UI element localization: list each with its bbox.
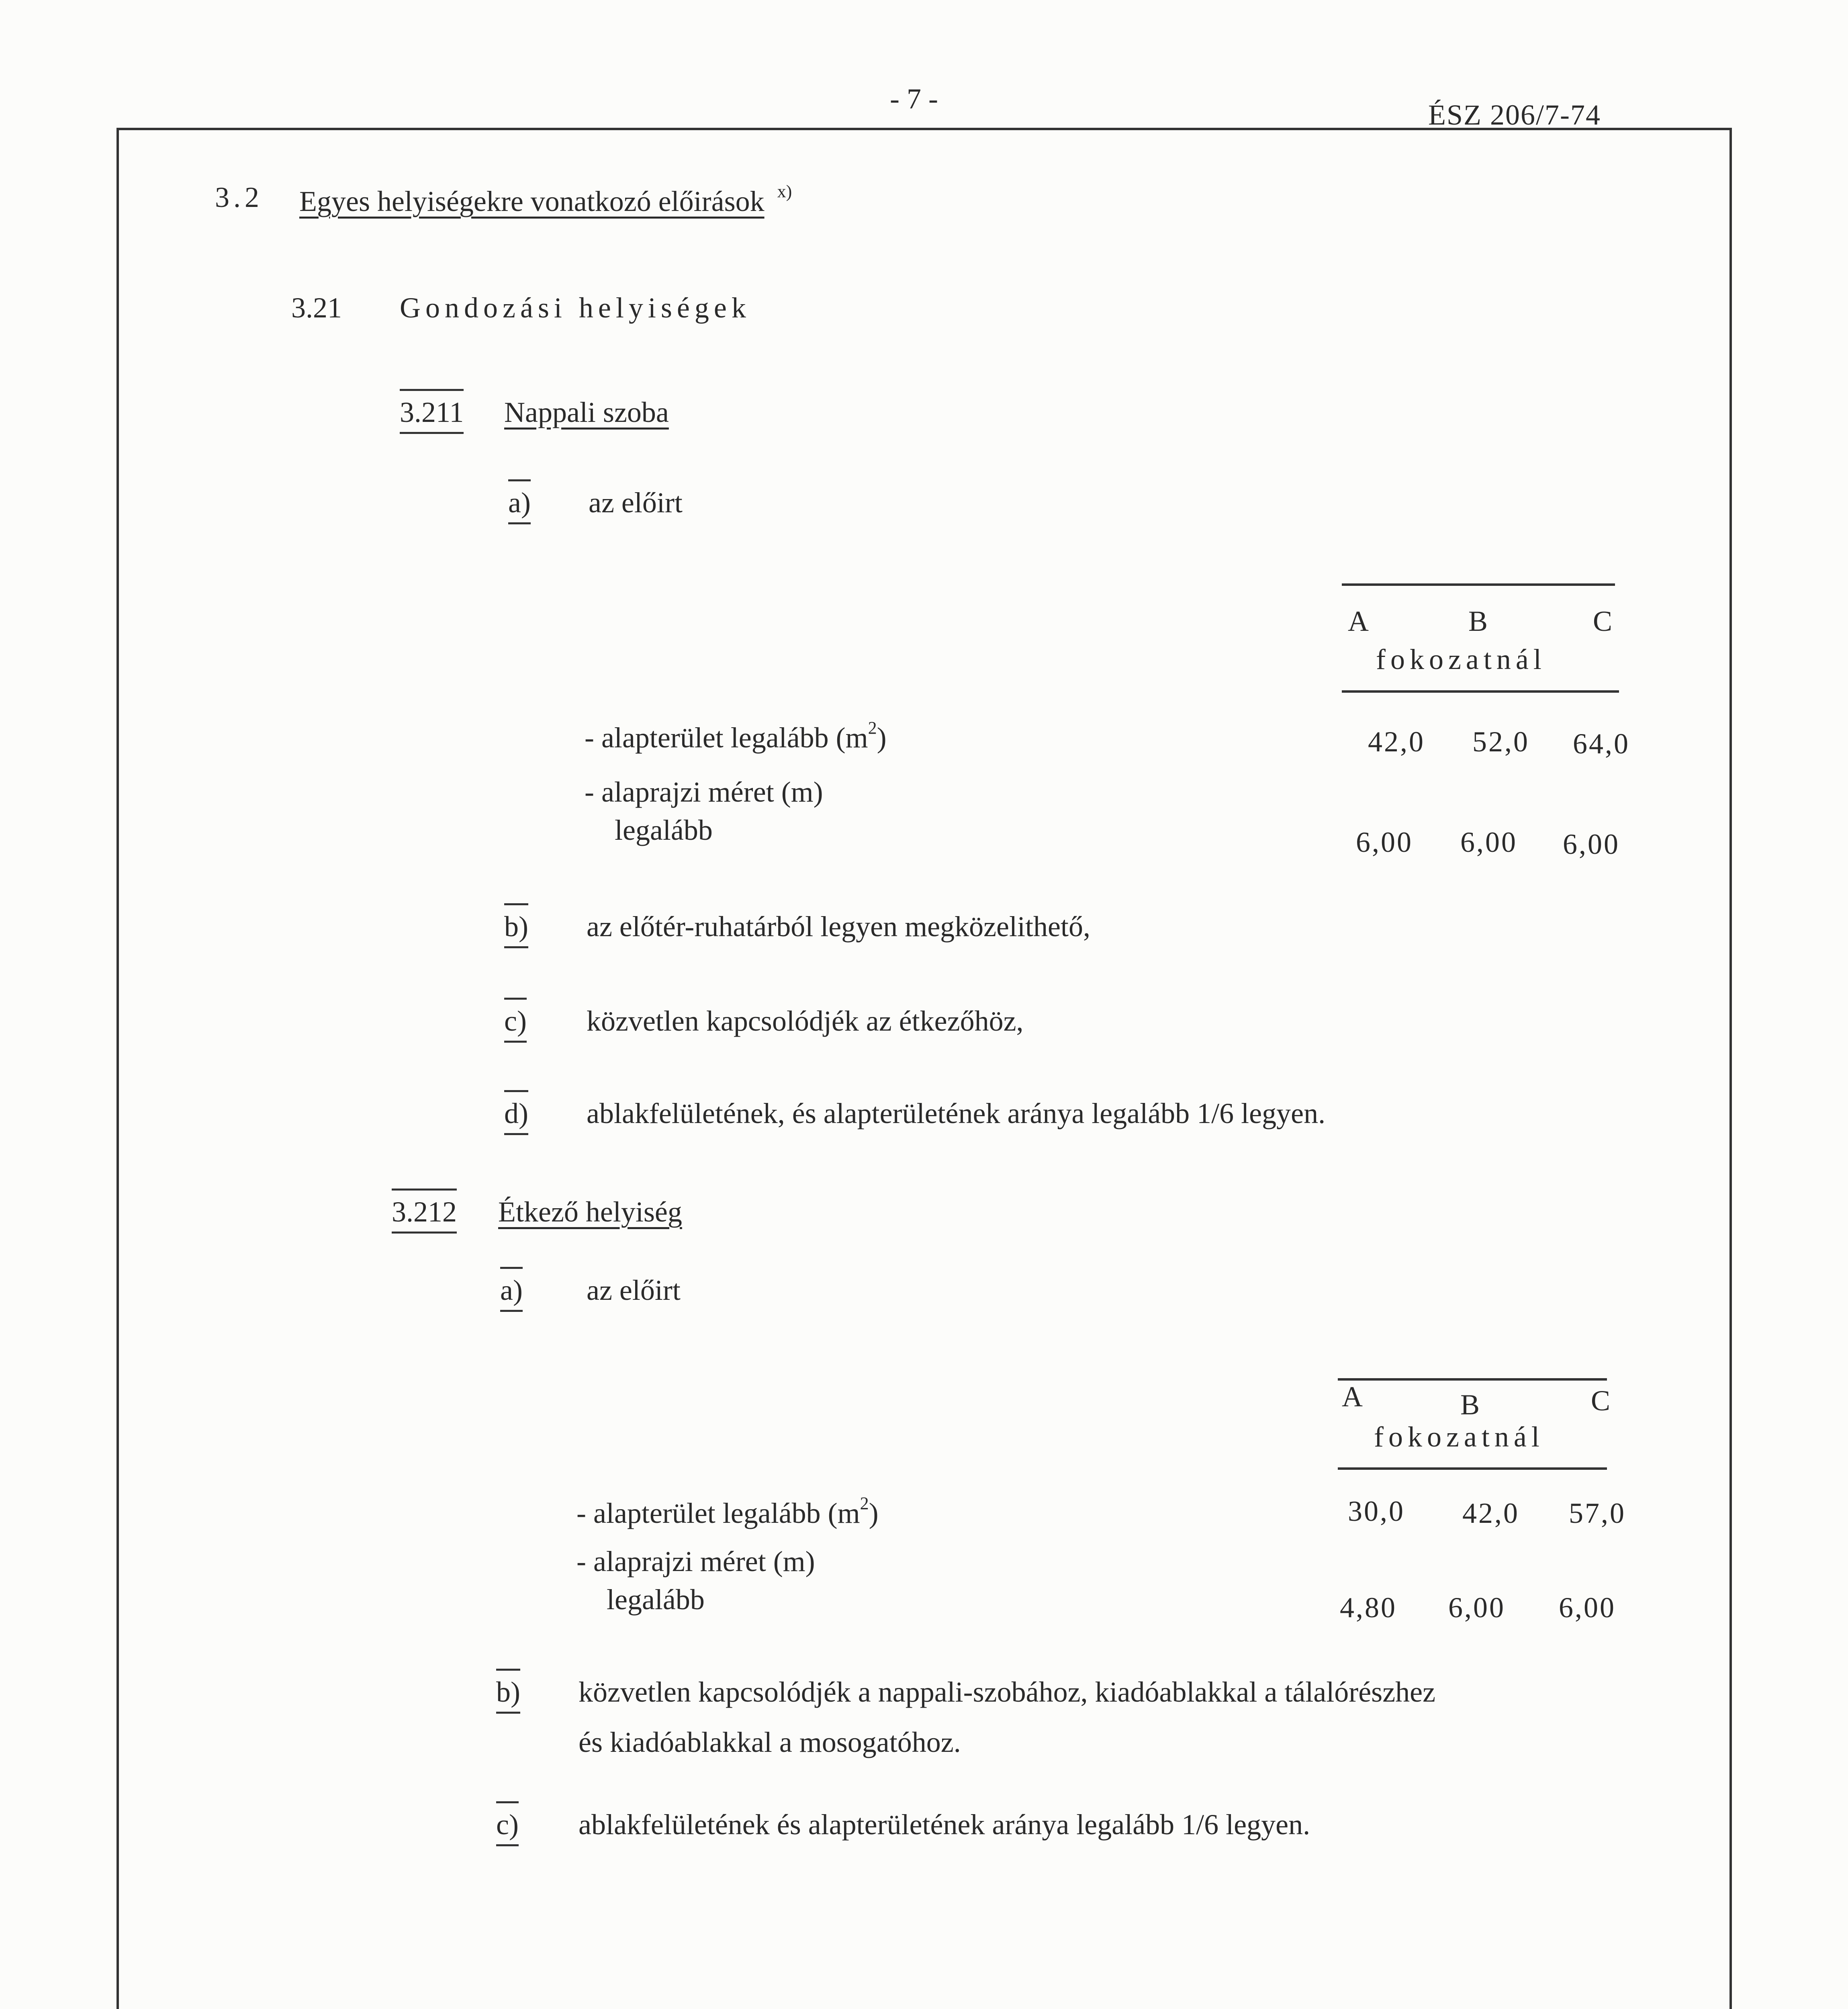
row-label-suffix: ) — [869, 1497, 879, 1529]
room-1-number-underline — [400, 432, 464, 434]
room-1-row-1-label — [585, 719, 887, 752]
room-2-number-underline — [392, 1232, 457, 1234]
room-1-table-header-rule — [1342, 690, 1619, 693]
room-1-number — [400, 398, 464, 427]
item-label-underline — [504, 1133, 528, 1135]
item-label-underline — [504, 1041, 527, 1043]
section-number: 3.2 — [215, 181, 263, 213]
room-1-item-d-text: ablakfelületének, és alapterületének aránya legalább 1/6 legyen. — [587, 1097, 1326, 1129]
room-2-row-2-val-b: 6,00 — [1448, 1592, 1505, 1624]
room-2-row-1-val-a: 30,0 — [1348, 1495, 1405, 1527]
room-2-table-caption: fokozatnál — [1374, 1421, 1544, 1453]
row-label-suffix: ) — [877, 722, 887, 754]
room-1-title-text: Nappali szoba — [504, 396, 669, 428]
room-2-title — [498, 1197, 682, 1226]
item-label-overline — [504, 1090, 528, 1092]
room-1-row-2-val-a: 6,00 — [1356, 826, 1413, 858]
item-label-text: c) — [496, 1809, 519, 1841]
row-label-text: - alapterület legalább (m — [576, 1497, 860, 1529]
room-2-row-1-label — [576, 1495, 879, 1528]
room-2-col-b: B — [1460, 1389, 1480, 1421]
room-2-item-c-label — [496, 1810, 519, 1839]
item-label-text: b) — [496, 1676, 520, 1708]
room-1-item-a-text: az előirt — [589, 487, 683, 519]
room-1-col-a: A — [1348, 605, 1369, 637]
room-2-item-b-line-1: közvetlen kapcsolódjék a nappali-szobához, kiadóablakkal a tálalórészhez — [579, 1676, 1436, 1708]
room-2-row-2-val-c: 6,00 — [1559, 1592, 1616, 1624]
item-label-text: d) — [504, 1097, 528, 1129]
item-label-underline — [500, 1310, 523, 1312]
item-label-text: b) — [504, 910, 528, 943]
room-2-row-2-label-2: legalább — [607, 1583, 705, 1616]
item-label-overline — [508, 479, 531, 481]
room-1-table-top-rule — [1342, 583, 1615, 586]
room-2-item-b-line-2: és kiadóablakkal a mosogatóhoz. — [579, 1726, 961, 1758]
room-1-item-b-label — [504, 912, 528, 941]
item-label-underline — [504, 946, 528, 948]
room-2-number-text: 3.212 — [392, 1196, 457, 1228]
room-2-item-a-text: az előirt — [587, 1274, 681, 1306]
room-2-table-top-rule — [1338, 1378, 1607, 1381]
room-2-title-text: Étkező helyiség — [498, 1196, 682, 1228]
room-1-row-2-val-b: 6,00 — [1460, 826, 1517, 858]
item-label-text: a) — [500, 1274, 523, 1306]
row-label-sup: 2 — [860, 1493, 869, 1513]
item-label-overline — [496, 1669, 520, 1671]
room-1-item-d-label — [504, 1099, 528, 1128]
room-2-col-a: A — [1342, 1381, 1363, 1413]
item-label-overline — [504, 903, 528, 905]
room-1-col-b: B — [1468, 605, 1488, 637]
room-1-item-a-label — [508, 488, 531, 517]
item-label-underline — [496, 1844, 519, 1846]
room-2-item-a-label — [500, 1276, 523, 1305]
section-title — [299, 183, 792, 216]
item-label-overline — [504, 998, 527, 1000]
room-2-table-header-rule — [1338, 1467, 1607, 1470]
room-1-row-1-val-c: 64,0 — [1573, 728, 1630, 760]
frame-right-border — [1729, 128, 1732, 2009]
room-1-row-1-val-a: 42,0 — [1368, 726, 1425, 758]
room-2-row-2-val-a: 4,80 — [1340, 1592, 1397, 1624]
room-2-item-b-label — [496, 1678, 520, 1706]
room-1-number-text: 3.211 — [400, 396, 464, 428]
row-label-text: - alapterület legalább (m — [585, 722, 868, 754]
room-2-row-1-val-c: 57,0 — [1569, 1497, 1626, 1529]
room-2-number-overline — [392, 1189, 457, 1191]
room-1-col-c: C — [1593, 605, 1613, 637]
item-label-underline — [496, 1712, 520, 1714]
row-label-sup: 2 — [868, 718, 877, 738]
room-1-item-c-text: közvetlen kapcsolódjék az étkezőhöz, — [587, 1005, 1024, 1037]
section-footnote-mark: x) — [777, 182, 792, 201]
room-1-row-2-label: - alaprajzi méret (m) — [585, 776, 823, 808]
item-label-text: c) — [504, 1005, 527, 1037]
item-label-text: a) — [508, 487, 531, 519]
room-2-item-c-text: ablakfelületének és alapterületének aránya legalább 1/6 legyen. — [579, 1809, 1310, 1841]
room-2-row-2-label: - alaprajzi méret (m) — [576, 1545, 815, 1577]
room-1-item-b-text: az előtér-ruhatárból legyen megközelithető, — [587, 910, 1090, 943]
section-title-text: Egyes helyiségekre vonatkozó előirások — [299, 185, 765, 217]
room-2-number — [392, 1197, 457, 1226]
frame-left-border — [117, 128, 119, 2009]
room-1-number-overline — [400, 389, 464, 391]
item-label-overline — [500, 1267, 523, 1269]
room-1-item-c-label — [504, 1007, 527, 1035]
subsection-number: 3.21 — [291, 292, 342, 324]
subsection-title: Gondozási helyiségek — [400, 292, 751, 324]
room-2-row-1-val-b: 42,0 — [1462, 1497, 1519, 1529]
room-1-table-caption: fokozatnál — [1376, 643, 1546, 675]
room-2-col-c: C — [1591, 1385, 1611, 1417]
room-1-row-2-val-c: 6,00 — [1563, 828, 1620, 860]
room-1-row-1-val-b: 52,0 — [1472, 726, 1529, 758]
document-id: ÉSZ 206/7-74 — [1428, 99, 1601, 131]
item-label-underline — [508, 522, 531, 524]
item-label-overline — [496, 1801, 519, 1803]
room-1-title — [504, 398, 669, 427]
room-1-row-2-label-2: legalább — [615, 814, 713, 846]
page-number: - 7 - — [890, 83, 938, 115]
